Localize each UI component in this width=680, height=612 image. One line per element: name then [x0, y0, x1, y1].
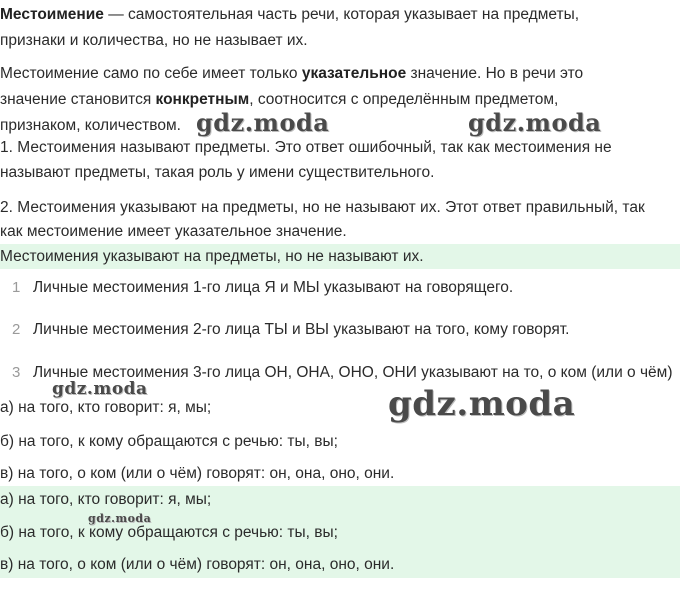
- watermark-logo: gdz.moda: [388, 384, 576, 424]
- list-number: 1: [12, 279, 21, 296]
- answer-block-1: [0, 244, 680, 269]
- definition-line-2: признаки и количества, но не называет их.: [0, 32, 308, 49]
- bold-concrete: конкретным: [155, 91, 250, 108]
- match-line-c: в) на того, о ком (или о чём) говорят: он, она, оно, они.: [0, 465, 395, 482]
- watermark-logo: gdz.moda: [196, 108, 330, 137]
- meaning-line-3: признаком, количеством.: [0, 117, 181, 134]
- answer-2-line-a: а) на того, кто говорит: я, мы;: [0, 491, 212, 508]
- match-line-a: а) на того, кто говорит: я, мы;: [0, 399, 212, 416]
- list-number: 3: [12, 364, 21, 381]
- watermark-logo: gdz.moda: [468, 108, 602, 137]
- watermark-logo: gdz.moda: [88, 512, 152, 525]
- match-line-b: б) на того, к кому обращаются с речью: ты, вы;: [0, 433, 338, 450]
- term-pronoun: Местоимение: [0, 6, 104, 23]
- option-2-line-2: как местоимение имеет указательное значение.: [0, 223, 347, 240]
- meaning-line-1: Местоимение само по себе имеет только указательное значение. Но в речи это: [0, 65, 584, 82]
- answer-2-line-b: б) на того, к кому обращаются с речью: ты, вы;: [0, 524, 338, 541]
- option-1-line-1: 1. Местоимения называют предметы. Это ответ ошибочный, так как местоимения не: [0, 139, 612, 156]
- answer-2-line-c: в) на того, о ком (или о чём) говорят: он, она, оно, они.: [0, 556, 395, 573]
- list-number: 2: [12, 321, 21, 338]
- answer-1-text: Местоимения указывают на предметы, но не называют их.: [0, 248, 424, 265]
- list-item: Личные местоимения 3-го лица ОН, ОНА, ОНО, ОНИ указывают на то, о ком (или о чём): [33, 364, 673, 381]
- definition-line-1: Местоимение — самостоятельная часть речи, которая указывает на предметы,: [0, 6, 580, 23]
- list-item: Личные местоимения 1-го лица Я и МЫ указывают на говорящего.: [33, 279, 514, 296]
- bold-indicative: указательное: [301, 65, 407, 82]
- option-1-line-2: называют предметы, такая роль у имени существительного.: [0, 164, 435, 181]
- answer-block-2: [0, 486, 680, 578]
- option-2-line-1: 2. Местоимения указывают на предметы, но не называют их. Этот ответ правильный, так: [0, 199, 645, 216]
- list-item: Личные местоимения 2-го лица ТЫ и ВЫ указывают на того, кому говорят.: [33, 321, 570, 338]
- meaning-line-2: значение становится конкретным, соотносится с определённым предметом,: [0, 91, 559, 108]
- watermark-logo: gdz.moda: [52, 379, 148, 399]
